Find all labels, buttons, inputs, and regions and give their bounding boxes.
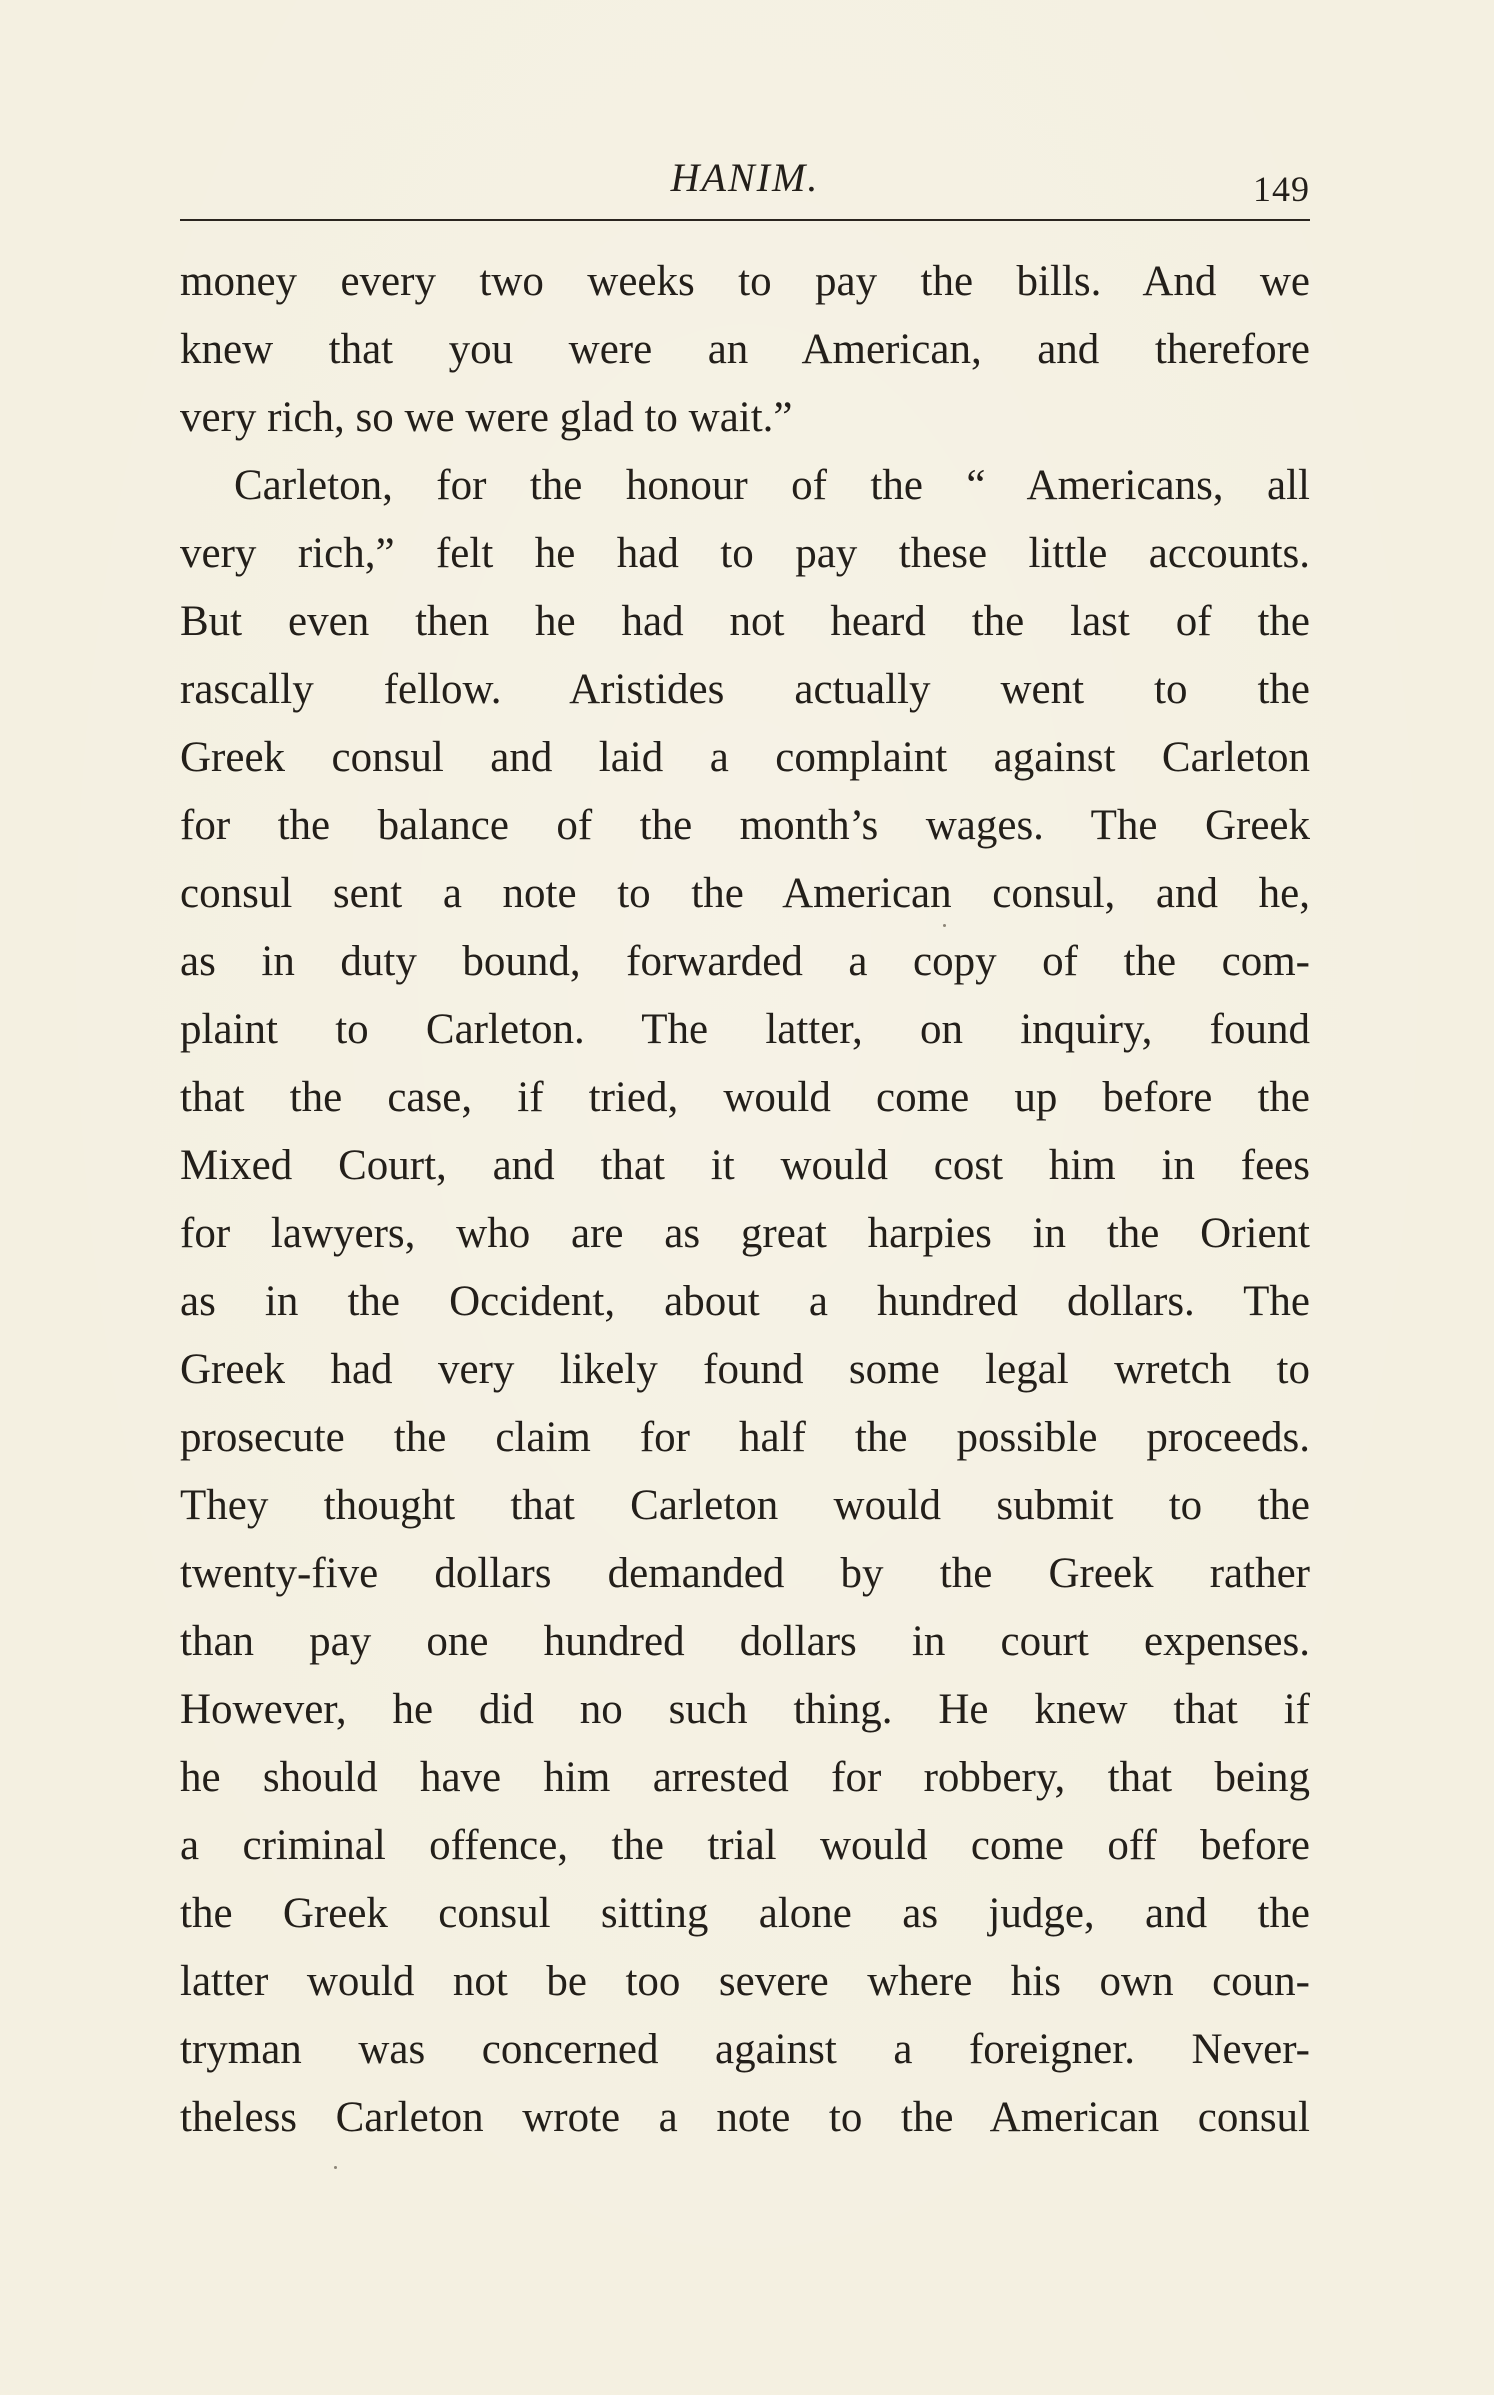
text-line: theless Carleton wrote a note to the American consul <box>180 2094 1310 2141</box>
paper-speck <box>943 924 946 927</box>
text-line: knew that you were an American, and therefore <box>180 326 1310 373</box>
text-line: for the balance of the month’s wages. The Greek <box>180 802 1310 849</box>
text-line: prosecute the claim for half the possible proceeds. <box>180 1414 1310 1461</box>
text-line: as in duty bound, forwarded a copy of the com- <box>180 938 1310 985</box>
text-line: Greek had very likely found some legal wretch to <box>180 1346 1310 1393</box>
text-line: that the case, if tried, would come up before the <box>180 1074 1310 1121</box>
text-line: very rich, so we were glad to wait.” <box>180 394 793 441</box>
running-head <box>180 150 1310 210</box>
text-line: tryman was concerned against a foreigner. Never- <box>180 2026 1310 2073</box>
body-text <box>180 248 1310 2152</box>
text-line: Carleton, for the honour of the “ Americans, all <box>234 462 1310 509</box>
text-line: Greek consul and laid a complaint against Carleton <box>180 734 1310 781</box>
text-line: rascally fellow. Aristides actually went to the <box>180 666 1310 713</box>
text-line: consul sent a note to the American consul, and he, <box>180 870 1310 917</box>
text-line: as in the Occident, about a hundred dollars. The <box>180 1278 1310 1325</box>
text-line: he should have him arrested for robbery, that being <box>180 1754 1310 1801</box>
text-line: twenty-five dollars demanded by the Greek rather <box>180 1550 1310 1597</box>
text-line: a criminal offence, the trial would come off before <box>180 1822 1310 1869</box>
running-title: HANIM. <box>670 155 820 200</box>
page-number: 149 <box>1253 169 1310 209</box>
text-line: the Greek consul sitting alone as judge, and the <box>180 1890 1310 1937</box>
text-line: for lawyers, who are as great harpies in the Orient <box>180 1210 1310 1257</box>
text-line: latter would not be too severe where his own coun- <box>180 1958 1310 2005</box>
text-line: than pay one hundred dollars in court expenses. <box>180 1618 1310 1665</box>
text-line: They thought that Carleton would submit to the <box>180 1482 1310 1529</box>
text-line: plaint to Carleton. The latter, on inquiry, found <box>180 1006 1310 1053</box>
text-line: However, he did no such thing. He knew that if <box>180 1686 1310 1733</box>
text-line: Mixed Court, and that it would cost him in fees <box>180 1142 1310 1189</box>
text-line: But even then he had not heard the last of the <box>180 598 1310 645</box>
header-rule <box>180 219 1310 221</box>
paper-speck <box>334 2166 337 2169</box>
text-line: very rich,” felt he had to pay these little accounts. <box>180 530 1310 577</box>
text-line: money every two weeks to pay the bills. And we <box>180 258 1310 305</box>
